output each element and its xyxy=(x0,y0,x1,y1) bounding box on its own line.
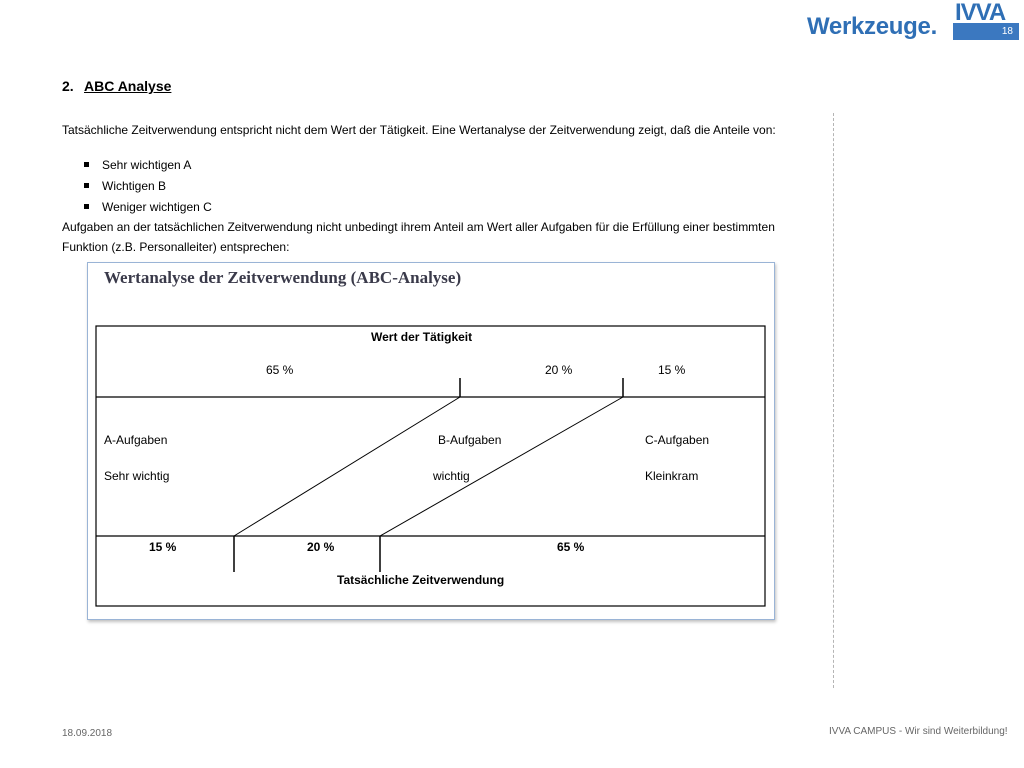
bullet-text: Sehr wichtigen A xyxy=(102,158,192,172)
section-title: ABC Analyse xyxy=(84,78,172,94)
page-number: 18 xyxy=(953,23,1019,40)
bottom-percent-c: 65 % xyxy=(557,540,585,554)
top-axis-label: Wert der Tätigkeit xyxy=(371,330,473,344)
top-percent-c: 15 % xyxy=(658,363,686,377)
bullet-text: Weniger wichtigen C xyxy=(102,200,212,214)
category-a-name: A-Aufgaben xyxy=(104,433,168,447)
top-percent-b: 20 % xyxy=(545,363,573,377)
category-c-name: C-Aufgaben xyxy=(645,433,710,447)
category-b-name: B-Aufgaben xyxy=(438,433,502,447)
category-a-desc: Sehr wichtig xyxy=(104,469,170,483)
category-b-desc: wichtig xyxy=(433,469,470,483)
top-percent-a: 65 % xyxy=(266,363,294,377)
bottom-axis-label: Tatsächliche Zeitverwendung xyxy=(337,573,505,587)
section-number: 2. xyxy=(62,78,74,94)
svg-text:IVVA: IVVA xyxy=(955,0,1006,22)
bottom-percent-a: 15 % xyxy=(149,540,177,554)
outro-paragraph: Aufgaben an der tatsächlichen Zeitverwendung nicht unbedingt ihrem Anteil am Wert aller Aufgaben für die Erfüllung einer bestimmten Funktion (z.B. Personalleiter) entsprechen: xyxy=(62,220,775,254)
bullet-text: Wichtigen B xyxy=(102,179,167,193)
intro-paragraph: Tatsächliche Zeitverwendung entspricht nicht dem Wert der Tätigkeit. Eine Wertanalyse der Zeitverwendung zeigt, daß die Anteile von: xyxy=(62,123,776,137)
footer-date: 18.09.2018 xyxy=(62,728,113,739)
figure-title: Wertanalyse der Zeitverwendung (ABC-Analyse) xyxy=(104,268,462,287)
category-c-desc: Kleinkram xyxy=(645,469,699,483)
brand-title: Werkzeuge. xyxy=(807,13,937,40)
footer-tagline: IVVA CAMPUS - Wir sind Weiterbildung! xyxy=(829,726,1008,737)
bottom-percent-b: 20 % xyxy=(307,540,335,554)
